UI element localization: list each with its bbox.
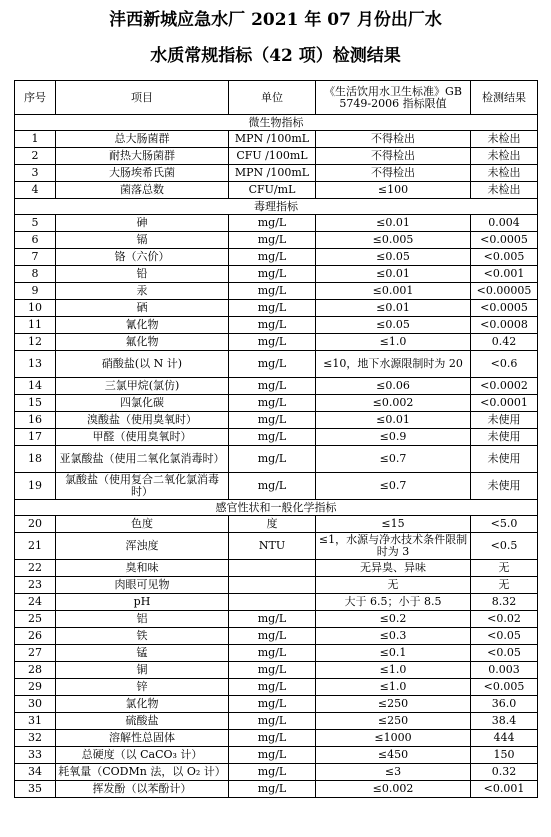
- cell-item: 镉: [56, 232, 229, 249]
- header-limit: 《生活饮用水卫生标准》GB 5749-2006 指标限值: [316, 81, 471, 115]
- table-row: [15, 645, 538, 662]
- cell-unit: mg/L: [229, 232, 316, 249]
- cell-item: 铅: [56, 266, 229, 283]
- cell-limit: ≤0.01: [316, 300, 471, 317]
- cell-result: <5.0: [471, 516, 538, 533]
- cell-result: <0.05: [471, 645, 538, 662]
- cell-item: 亚氯酸盐（使用二氧化氯消毒时）: [56, 446, 229, 473]
- cell-result: 未检出: [471, 182, 538, 199]
- cell-limit: ≤0.7: [316, 446, 471, 473]
- cell-no: 20: [15, 516, 56, 533]
- cell-limit: ≤1，水源与净水技术条件限制时为 3: [316, 533, 471, 560]
- cell-item: 硝酸盐(以 N 计): [56, 351, 229, 378]
- cell-no: 26: [15, 628, 56, 645]
- cell-item: 氰化物: [56, 317, 229, 334]
- cell-item: 肉眼可见物: [56, 577, 229, 594]
- table-row: [15, 165, 538, 182]
- cell-unit: mg/L: [229, 628, 316, 645]
- cell-item: 氟化物: [56, 334, 229, 351]
- cell-limit: ≤10，地下水源限制时为 20: [316, 351, 471, 378]
- water-quality-table: [14, 80, 538, 798]
- cell-item: 耗氧量（CODMn 法，以 O₂ 计）: [56, 764, 229, 781]
- cell-limit: ≤0.06: [316, 378, 471, 395]
- table-row: [15, 351, 538, 378]
- cell-item: 菌落总数: [56, 182, 229, 199]
- table-row: [15, 182, 538, 199]
- cell-no: 34: [15, 764, 56, 781]
- cell-unit: mg/L: [229, 473, 316, 500]
- cell-limit: ≤1.0: [316, 334, 471, 351]
- table-row: [15, 334, 538, 351]
- header-result: 检测结果: [471, 81, 538, 115]
- cell-item: 甲醛（使用臭氧时）: [56, 429, 229, 446]
- cell-limit: 不得检出: [316, 165, 471, 182]
- cell-limit: ≤0.01: [316, 412, 471, 429]
- cell-item: 氯化物: [56, 696, 229, 713]
- cell-unit: mg/L: [229, 215, 316, 232]
- cell-no: 18: [15, 446, 56, 473]
- cell-item: 铜: [56, 662, 229, 679]
- table-row: [15, 148, 538, 165]
- cell-no: 8: [15, 266, 56, 283]
- cell-limit: ≤0.05: [316, 249, 471, 266]
- cell-limit: ≤450: [316, 747, 471, 764]
- cell-limit: ≤0.002: [316, 781, 471, 798]
- cell-limit: ≤0.3: [316, 628, 471, 645]
- table-row: [15, 662, 538, 679]
- cell-item: 铁: [56, 628, 229, 645]
- cell-limit: ≤1.0: [316, 662, 471, 679]
- cell-unit: mg/L: [229, 395, 316, 412]
- cell-no: 22: [15, 560, 56, 577]
- cell-item: 硫酸盐: [56, 713, 229, 730]
- cell-unit: mg/L: [229, 378, 316, 395]
- cell-result: <0.005: [471, 249, 538, 266]
- table-body: [15, 115, 538, 798]
- table-row: [15, 232, 538, 249]
- cell-limit: ≤0.005: [316, 232, 471, 249]
- cell-no: 7: [15, 249, 56, 266]
- cell-unit: CFU/mL: [229, 182, 316, 199]
- cell-no: 3: [15, 165, 56, 182]
- cell-limit: 无异臭、异味: [316, 560, 471, 577]
- report-title-line-1: 沣西新城应急水厂 2021 年 07 月份出厂水: [109, 10, 442, 30]
- table-row: [15, 713, 538, 730]
- cell-result: <0.0001: [471, 395, 538, 412]
- cell-unit: mg/L: [229, 662, 316, 679]
- table-row: [15, 215, 538, 232]
- cell-no: 19: [15, 473, 56, 500]
- cell-result: 0.004: [471, 215, 538, 232]
- table-header-row: [15, 81, 538, 115]
- cell-result: 8.32: [471, 594, 538, 611]
- cell-result: 0.32: [471, 764, 538, 781]
- cell-unit: MPN /100mL: [229, 165, 316, 182]
- cell-no: 17: [15, 429, 56, 446]
- table-row: [15, 283, 538, 300]
- cell-item: 砷: [56, 215, 229, 232]
- cell-item: pH: [56, 594, 229, 611]
- cell-limit: 不得检出: [316, 148, 471, 165]
- cell-no: 35: [15, 781, 56, 798]
- table-row: [15, 131, 538, 148]
- cell-no: 6: [15, 232, 56, 249]
- cell-result: <0.0005: [471, 300, 538, 317]
- cell-item: 四氯化碳: [56, 395, 229, 412]
- cell-result: 未使用: [471, 412, 538, 429]
- cell-item: 三氯甲烷(氯仿): [56, 378, 229, 395]
- section-title: 毒理指标: [15, 199, 538, 215]
- table-row: [15, 378, 538, 395]
- cell-unit: mg/L: [229, 764, 316, 781]
- cell-no: 23: [15, 577, 56, 594]
- cell-item: 汞: [56, 283, 229, 300]
- cell-limit: 不得检出: [316, 131, 471, 148]
- cell-no: 4: [15, 182, 56, 199]
- cell-item: 锰: [56, 645, 229, 662]
- cell-item: 总大肠菌群: [56, 131, 229, 148]
- table-row: [15, 516, 538, 533]
- cell-no: 31: [15, 713, 56, 730]
- cell-limit: ≤1000: [316, 730, 471, 747]
- cell-item: 浑浊度: [56, 533, 229, 560]
- table-row: [15, 730, 538, 747]
- cell-limit: ≤250: [316, 696, 471, 713]
- cell-unit: [229, 594, 316, 611]
- cell-limit: ≤0.2: [316, 611, 471, 628]
- cell-no: 1: [15, 131, 56, 148]
- cell-no: 32: [15, 730, 56, 747]
- cell-item: 耐热大肠菌群: [56, 148, 229, 165]
- cell-limit: ≤0.05: [316, 317, 471, 334]
- cell-limit: ≤1.0: [316, 679, 471, 696]
- cell-no: 11: [15, 317, 56, 334]
- cell-item: 硒: [56, 300, 229, 317]
- table-row: [15, 611, 538, 628]
- cell-result: <0.5: [471, 533, 538, 560]
- cell-no: 15: [15, 395, 56, 412]
- cell-limit: ≤3: [316, 764, 471, 781]
- cell-result: <0.0002: [471, 378, 538, 395]
- cell-result: <0.05: [471, 628, 538, 645]
- report-title-line-2: 水质常规指标（42 项）检测结果: [150, 46, 401, 66]
- cell-unit: mg/L: [229, 300, 316, 317]
- cell-item: 总硬度（以 CaCO₃ 计）: [56, 747, 229, 764]
- table-row: [15, 533, 538, 560]
- cell-no: 27: [15, 645, 56, 662]
- cell-unit: mg/L: [229, 429, 316, 446]
- cell-unit: CFU /100mL: [229, 148, 316, 165]
- cell-unit: mg/L: [229, 249, 316, 266]
- cell-item: 氯酸盐（使用复合二氧化氯消毒时）: [56, 473, 229, 500]
- cell-result: <0.001: [471, 781, 538, 798]
- section-row: [15, 500, 538, 516]
- cell-result: <0.005: [471, 679, 538, 696]
- table-row: [15, 395, 538, 412]
- table-row: [15, 446, 538, 473]
- cell-unit: mg/L: [229, 679, 316, 696]
- cell-unit: 度: [229, 516, 316, 533]
- table-row: [15, 577, 538, 594]
- table-row: [15, 266, 538, 283]
- cell-unit: MPN /100mL: [229, 131, 316, 148]
- table-row: [15, 429, 538, 446]
- cell-no: 24: [15, 594, 56, 611]
- cell-result: <0.0008: [471, 317, 538, 334]
- table-row: [15, 628, 538, 645]
- cell-limit: ≤100: [316, 182, 471, 199]
- header-item: 项目: [56, 81, 229, 115]
- cell-limit: ≤0.002: [316, 395, 471, 412]
- cell-no: 14: [15, 378, 56, 395]
- cell-limit: 大于 6.5；小于 8.5: [316, 594, 471, 611]
- cell-result: 36.0: [471, 696, 538, 713]
- cell-no: 33: [15, 747, 56, 764]
- cell-result: <0.00005: [471, 283, 538, 300]
- cell-result: 未检出: [471, 148, 538, 165]
- cell-limit: 无: [316, 577, 471, 594]
- cell-unit: mg/L: [229, 645, 316, 662]
- table-row: [15, 317, 538, 334]
- table-row: [15, 679, 538, 696]
- cell-unit: mg/L: [229, 730, 316, 747]
- cell-no: 13: [15, 351, 56, 378]
- cell-limit: ≤15: [316, 516, 471, 533]
- cell-result: 无: [471, 577, 538, 594]
- cell-result: 未检出: [471, 131, 538, 148]
- table-row: [15, 747, 538, 764]
- cell-result: 未使用: [471, 473, 538, 500]
- section-row: [15, 115, 538, 131]
- table-row: [15, 594, 538, 611]
- cell-no: 5: [15, 215, 56, 232]
- cell-unit: mg/L: [229, 781, 316, 798]
- cell-limit: ≤0.1: [316, 645, 471, 662]
- section-title: 感官性状和一般化学指标: [15, 500, 538, 516]
- cell-item: 铬（六价）: [56, 249, 229, 266]
- cell-unit: NTU: [229, 533, 316, 560]
- cell-no: 10: [15, 300, 56, 317]
- cell-unit: mg/L: [229, 317, 316, 334]
- cell-unit: mg/L: [229, 334, 316, 351]
- cell-result: 150: [471, 747, 538, 764]
- cell-item: 溴酸盐（使用臭氧时）: [56, 412, 229, 429]
- cell-unit: mg/L: [229, 283, 316, 300]
- header-seq: 序号: [15, 81, 56, 115]
- cell-no: 28: [15, 662, 56, 679]
- cell-no: 30: [15, 696, 56, 713]
- cell-unit: mg/L: [229, 446, 316, 473]
- cell-unit: mg/L: [229, 696, 316, 713]
- section-row: [15, 199, 538, 215]
- cell-unit: mg/L: [229, 351, 316, 378]
- cell-item: 锌: [56, 679, 229, 696]
- cell-unit: [229, 577, 316, 594]
- cell-result: <0.0005: [471, 232, 538, 249]
- cell-no: 21: [15, 533, 56, 560]
- cell-no: 12: [15, 334, 56, 351]
- table-row: [15, 300, 538, 317]
- cell-result: 0.003: [471, 662, 538, 679]
- table-row: [15, 696, 538, 713]
- cell-limit: ≤0.01: [316, 215, 471, 232]
- cell-limit: ≤250: [316, 713, 471, 730]
- cell-no: 9: [15, 283, 56, 300]
- cell-result: <0.02: [471, 611, 538, 628]
- cell-result: 未使用: [471, 446, 538, 473]
- cell-unit: mg/L: [229, 713, 316, 730]
- cell-unit: mg/L: [229, 266, 316, 283]
- cell-limit: ≤0.9: [316, 429, 471, 446]
- cell-no: 2: [15, 148, 56, 165]
- header-unit: 单位: [229, 81, 316, 115]
- cell-result: 38.4: [471, 713, 538, 730]
- cell-item: 挥发酚（以苯酚计）: [56, 781, 229, 798]
- table-row: [15, 412, 538, 429]
- cell-item: 色度: [56, 516, 229, 533]
- cell-result: <0.6: [471, 351, 538, 378]
- table-row: [15, 560, 538, 577]
- cell-item: 溶解性总固体: [56, 730, 229, 747]
- cell-result: 444: [471, 730, 538, 747]
- cell-result: 0.42: [471, 334, 538, 351]
- cell-unit: mg/L: [229, 412, 316, 429]
- cell-unit: mg/L: [229, 747, 316, 764]
- table-row: [15, 764, 538, 781]
- table-row: [15, 473, 538, 500]
- cell-unit: [229, 560, 316, 577]
- cell-result: 无: [471, 560, 538, 577]
- table-row: [15, 781, 538, 798]
- cell-no: 25: [15, 611, 56, 628]
- cell-item: 铝: [56, 611, 229, 628]
- table-row: [15, 249, 538, 266]
- cell-no: 16: [15, 412, 56, 429]
- cell-limit: ≤0.7: [316, 473, 471, 500]
- section-title: 微生物指标: [15, 115, 538, 131]
- cell-result: 未使用: [471, 429, 538, 446]
- cell-item: 大肠埃希氏菌: [56, 165, 229, 182]
- cell-result: 未检出: [471, 165, 538, 182]
- cell-limit: ≤0.01: [316, 266, 471, 283]
- cell-unit: mg/L: [229, 611, 316, 628]
- cell-limit: ≤0.001: [316, 283, 471, 300]
- cell-result: <0.001: [471, 266, 538, 283]
- cell-no: 29: [15, 679, 56, 696]
- cell-item: 臭和味: [56, 560, 229, 577]
